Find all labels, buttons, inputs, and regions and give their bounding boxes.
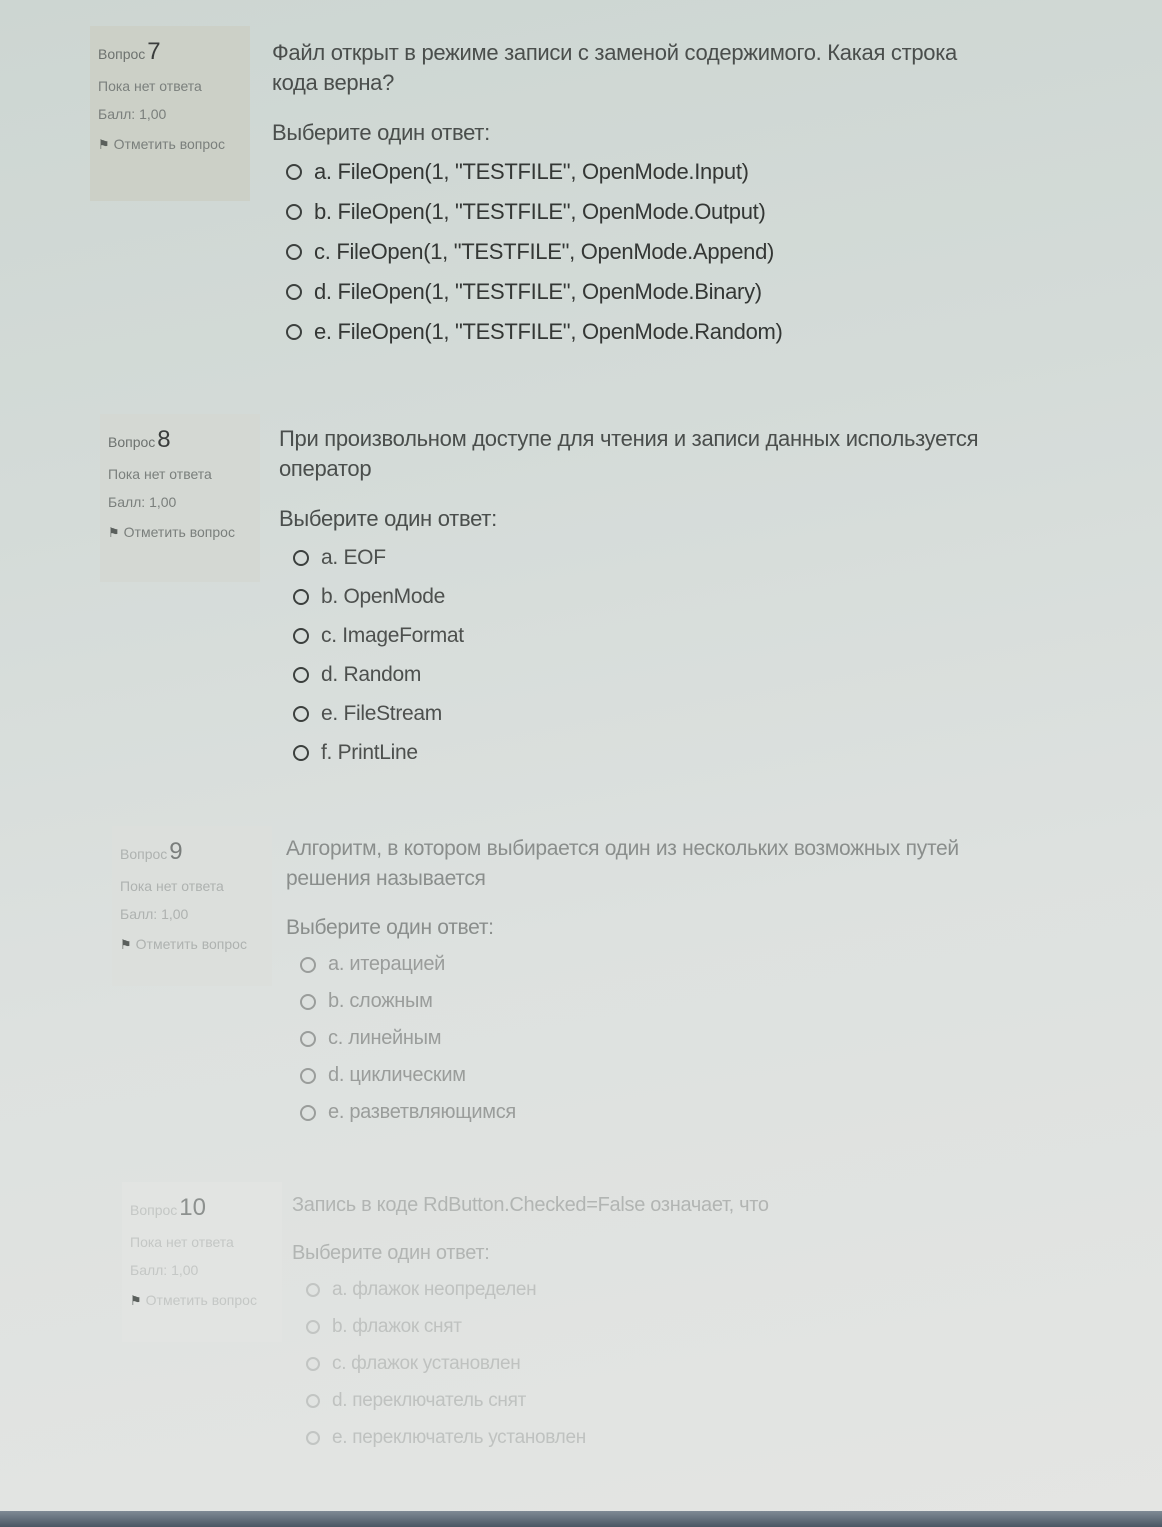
question-state: Пока нет ответа — [98, 78, 202, 94]
answer-option-d[interactable]: d. Random — [293, 655, 979, 694]
question-text: Файл открыт в режиме записи с заменой содержимого. Какая строка кода верна? — [272, 40, 957, 95]
question-text: Алгоритм, в котором выбирается один из нескольких возможных путей решения называется — [286, 837, 959, 890]
flag-question-link[interactable]: ⚑ Отметить вопрос — [108, 522, 252, 544]
answer-prompt: Выберите один ответ: — [286, 916, 494, 939]
answer-option-b[interactable]: b. OpenMode — [293, 577, 979, 616]
question-number: Вопрос10 — [130, 1194, 206, 1221]
answer-option-d[interactable]: d. FileOpen(1, "TESTFILE", OpenMode.Binary) — [286, 272, 1002, 312]
question-state: Пока нет ответа — [108, 466, 212, 482]
question-number: Вопрос8 — [108, 426, 171, 453]
radio-button[interactable] — [300, 1031, 316, 1047]
radio-button[interactable] — [293, 589, 309, 605]
answer-option-e[interactable]: e. FileOpen(1, "TESTFILE", OpenMode.Random) — [286, 312, 1002, 352]
question-info — [90, 26, 250, 201]
radio-button[interactable] — [306, 1394, 320, 1408]
answer-option-b[interactable]: b. сложным — [300, 983, 976, 1020]
question-grade: Балл: 1,00 — [108, 494, 177, 510]
radio-button[interactable] — [293, 706, 309, 722]
taskbar — [0, 1511, 1162, 1527]
answer-option-e[interactable]: e. разветвляющимся — [300, 1094, 976, 1131]
radio-button[interactable] — [286, 204, 302, 220]
flag-icon: ⚑ — [130, 1293, 142, 1308]
answer-prompt: Выберите один ответ: — [272, 120, 490, 145]
question-content — [279, 424, 979, 772]
answer-option-c[interactable]: c. линейным — [300, 1020, 976, 1057]
question-grade: Балл: 1,00 — [130, 1262, 199, 1278]
question-grade: Балл: 1,00 — [98, 106, 167, 122]
answer-option-d[interactable]: d. переключатель снят — [306, 1382, 982, 1419]
radio-button[interactable] — [306, 1357, 320, 1371]
answer-list — [279, 538, 979, 772]
question-grade: Балл: 1,00 — [120, 906, 189, 922]
answer-list — [292, 1271, 982, 1456]
question-state: Пока нет ответа — [120, 878, 224, 894]
question-state: Пока нет ответа — [130, 1234, 234, 1250]
question-text: При произвольном доступе для чтения и записи данных используется оператор — [279, 426, 979, 481]
radio-button[interactable] — [300, 1105, 316, 1121]
answer-prompt: Выберите один ответ: — [292, 1242, 490, 1264]
answer-option-b[interactable]: b. FileOpen(1, "TESTFILE", OpenMode.Output) — [286, 192, 1002, 232]
radio-button[interactable] — [300, 1068, 316, 1084]
question-content — [272, 38, 1002, 352]
answer-option-a[interactable]: a. EOF — [293, 538, 979, 577]
flag-question-link[interactable]: ⚑ Отметить вопрос — [130, 1290, 274, 1312]
radio-button[interactable] — [300, 994, 316, 1010]
answer-option-e[interactable]: e. переключатель установлен — [306, 1419, 982, 1456]
radio-button[interactable] — [286, 164, 302, 180]
radio-button[interactable] — [286, 284, 302, 300]
answer-option-a[interactable]: a. FileOpen(1, "TESTFILE", OpenMode.Input) — [286, 152, 1002, 192]
answer-list — [272, 152, 1002, 352]
radio-button[interactable] — [293, 667, 309, 683]
radio-button[interactable] — [306, 1320, 320, 1334]
answer-option-d[interactable]: d. циклическим — [300, 1057, 976, 1094]
radio-button[interactable] — [293, 745, 309, 761]
radio-button[interactable] — [293, 550, 309, 566]
question-number: Вопрос9 — [120, 838, 183, 865]
answer-option-a[interactable]: a. итерацией — [300, 946, 976, 983]
question-number: Вопрос7 — [98, 38, 161, 65]
radio-button[interactable] — [286, 324, 302, 340]
flag-icon: ⚑ — [108, 525, 120, 540]
flag-question-link[interactable]: ⚑ Отметить вопрос — [98, 134, 242, 156]
radio-button[interactable] — [293, 628, 309, 644]
flag-icon: ⚑ — [98, 137, 110, 152]
answer-option-a[interactable]: a. флажок неопределен — [306, 1271, 982, 1308]
answer-option-b[interactable]: b. флажок снят — [306, 1308, 982, 1345]
question-info — [100, 414, 260, 582]
radio-button[interactable] — [300, 957, 316, 973]
radio-button[interactable] — [306, 1431, 320, 1445]
answer-option-f[interactable]: f. PrintLine — [293, 733, 979, 772]
question-info — [112, 826, 272, 986]
question-content — [286, 834, 976, 1131]
radio-button[interactable] — [286, 244, 302, 260]
flag-icon: ⚑ — [120, 937, 132, 952]
answer-option-c[interactable]: c. флажок установлен — [306, 1345, 982, 1382]
answer-option-e[interactable]: e. FileStream — [293, 694, 979, 733]
flag-question-link[interactable]: ⚑ Отметить вопрос — [120, 934, 264, 956]
question-content — [292, 1190, 982, 1456]
answer-option-c[interactable]: c. FileOpen(1, "TESTFILE", OpenMode.Append) — [286, 232, 1002, 272]
question-info — [122, 1182, 282, 1342]
answer-list — [286, 946, 976, 1131]
radio-button[interactable] — [306, 1283, 320, 1297]
question-text: Запись в коде RdButton.Checked=False означает, что — [292, 1194, 769, 1216]
answer-option-c[interactable]: c. ImageFormat — [293, 616, 979, 655]
answer-prompt: Выберите один ответ: — [279, 506, 497, 531]
